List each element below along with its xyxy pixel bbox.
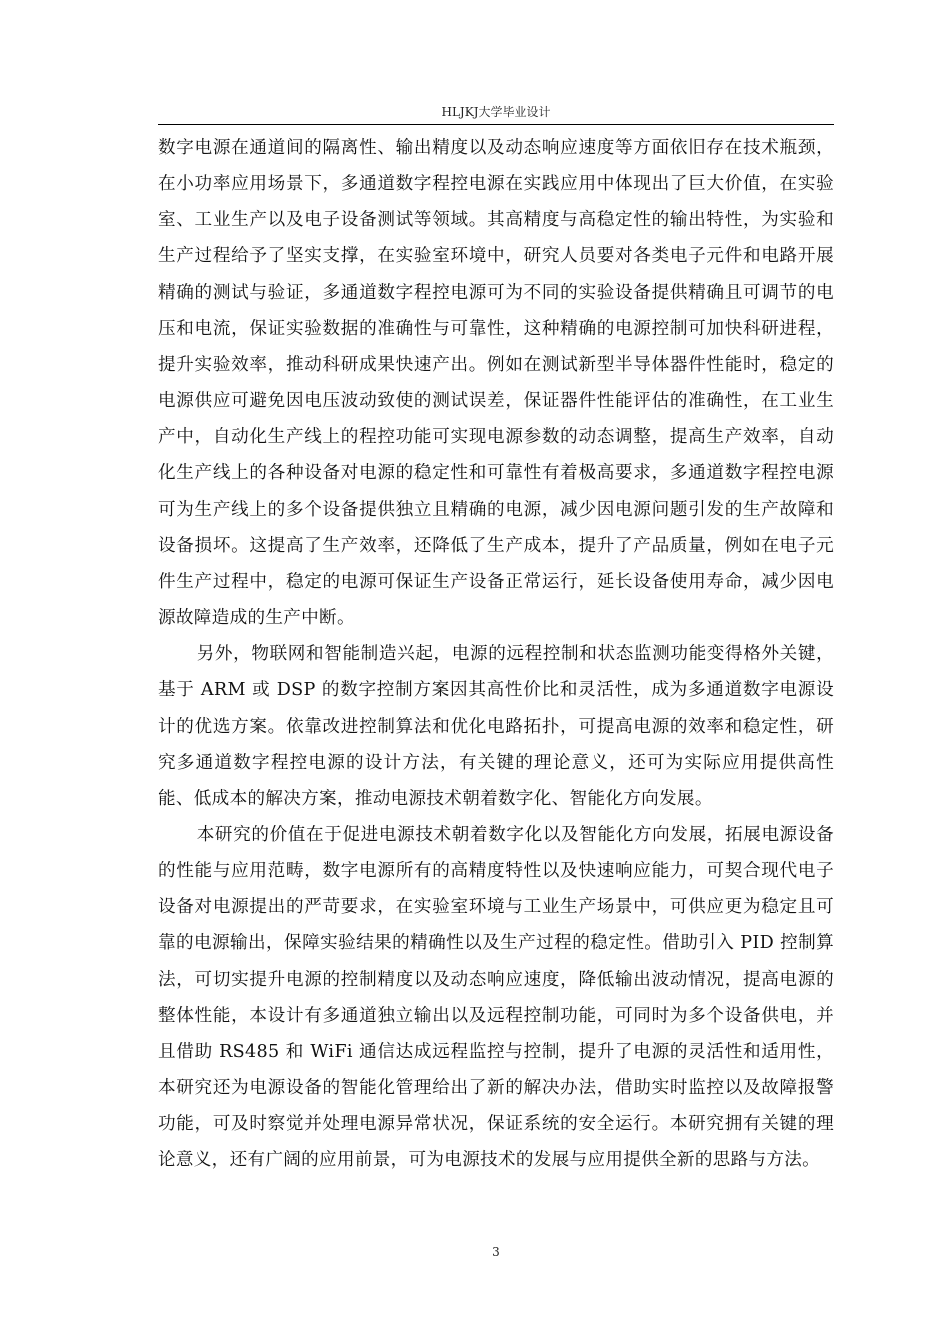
page-number: 3 bbox=[492, 1245, 500, 1259]
page-header-title: HLJKJ大学毕业设计 bbox=[441, 105, 551, 119]
paragraph-iot-control: 另外，物联网和智能制造兴起，电源的远程控制和状态监测功能变得格外关键，基于 ARM 或 DSP 的数字控制方案因其高性价比和灵活性，成为多通道数字电源设计的优选方案。依靠改进控制算法和优化电路拓扑，可提高电源的效率和稳定性，研究多通道数字程控电源的设计方法，有关键的理论意义，还可为实际应用提供高性能、低成本的解决方案，推动电源技术朝着数字化、智能化方向发展。 bbox=[158, 644, 834, 809]
body-text bbox=[158, 130, 834, 1179]
paragraph-research-value: 本研究的价值在于促进电源技术朝着数字化以及智能化方向发展，拓展电源设备的性能与应用范畴，数字电源所有的高精度特性以及快速响应能力，可契合现代电子设备对电源提出的严苛要求，在实验室环境与工业生产场景中，可供应更为稳定且可靠的电源输出，保障实验结果的精确性以及生产过程的稳定性。借助引入 PID 控制算法，可切实提升电源的控制精度以及动态响应速度，降低输出波动情况，提高电源的整体性能，本设计有多通道独立输出以及远程控制功能，可同时为多个设备供电，并且借助 RS485 和 WiFi 通信达成远程监控与控制，提升了电源的灵活性和适用性，本研究还为电源设备的智能化管理给出了新的解决办法，借助实时监控以及故障报警功能，可及时察觉并处理电源异常状况，保证系统的安全运行。本研究拥有关键的理论意义，还有广阔的应用前景，可为电源技术的发展与应用提供全新的思路与方法。 bbox=[158, 824, 834, 1171]
paragraph-continued: 数字电源在通道间的隔离性、输出精度以及动态响应速度等方面依旧存在技术瓶颈，在小功率应用场景下，多通道数字程控电源在实践应用中体现出了巨大价值，在实验室、工业生产以及电子设备测试等领域。其高精度与高稳定性的输出特性，为实验和生产过程给予了坚实支撑，在实验室环境中，研究人员要对各类电子元件和电路开展精确的测试与验证，多通道数字程控电源可为不同的实验设备提供精确且可调节的电压和电流，保证实验数据的准确性与可靠性，这种精确的电源控制可加快科研进程，提升实验效率，推动科研成果快速产出。例如在测试新型半导体器件性能时，稳定的电源供应可避免因电压波动致使的测试误差，保证器件性能评估的准确性，在工业生产中，自动化生产线上的程控功能可实现电源参数的动态调整，提高生产效率，自动化生产线上的各种设备对电源的稳定性和可靠性有着极高要求，多通道数字程控电源可为生产线上的多个设备提供独立且精确的电源，减少因电源问题引发的生产故障和设备损坏。这提高了生产效率，还降低了生产成本，提升了产品质量，例如在电子元件生产过程中，稳定的电源可保证生产设备正常运行，延长设备使用寿命，减少因电源故障造成的生产中断。 bbox=[158, 138, 834, 629]
header-divider bbox=[158, 124, 834, 125]
